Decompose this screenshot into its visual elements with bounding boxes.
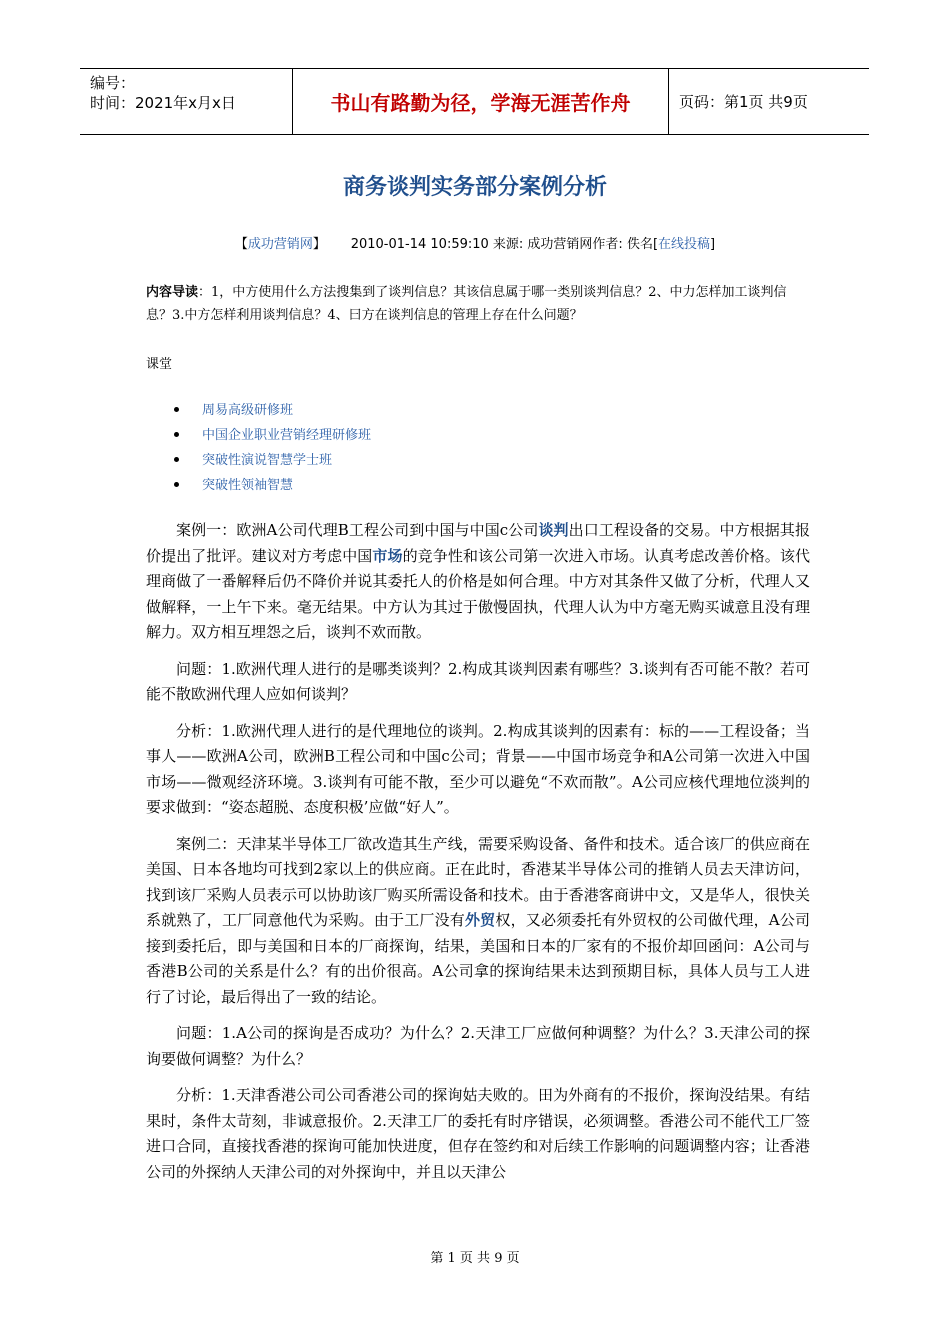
case1-analysis: 分析：1.欧洲代理人进行的是代理地位的谈判。2.构成其谈判的因素有：标的——工程设备；当事人——欧洲A公司，欧洲B工程公司和中国c公司；背景——中国市场竞争和A公司第一次进入中国市场——微观经济环境。3.谈判有可能不散，至少可以避免“不欢而散”。A公司应核代理地位淡判的要求做到：“姿态超脱、态度积极’应做“好人”。 <box>146 721 810 816</box>
text-run: 出口工程设备的交易。中方根据其报价提出了批评。建议对方考虑中国 <box>146 521 810 565</box>
page-title: 商务谈判实务部分案例分析 <box>342 175 607 200</box>
text-run: 权，又必须委托有外贸权的公司做代理，A公司接到委托后，即与美国和日本的厂商探询，结果，美国和日本的厂家有的不报价却回函问：A公司与香港B公司的关系是什么？有的出价很高。A公司拿的探询结果未达到预期目标，具体人员与工人进行了讨论，最后得出了一致的结论。 <box>146 911 810 1006</box>
course-link[interactable]: 周易高级研修班 <box>174 398 371 423</box>
case2-question: 问题：1.A公司的探询是否成功？为什么？2.天津工厂应做何种调整？为什么？3.天津公司的探询要做何调整？为什么？ <box>146 1024 810 1068</box>
case2-paragraph <box>146 832 810 1011</box>
keyword-link[interactable]: 市场 <box>372 546 403 565</box>
bracket-close: 】 <box>312 237 326 252</box>
intro-label: 内容导读 <box>146 285 199 300</box>
case1-paragraph <box>146 518 810 646</box>
page-label: 页码：第1页 共9页 <box>679 93 808 111</box>
keyword-link[interactable]: 谈判 <box>538 521 569 539</box>
number-label: 编号： <box>90 74 136 92</box>
case2-analysis: 分析：1.天津香港公司公司香港公司的探询姑夫败的。田为外商有的不报价，探询没结果。有结果时，条件太苛刻，非诚意报价。2.天津工厂的委托有时序错误，必须调整。香港公司不能代工厂签进口合同，直接找香港的探询可能加快进度，但存在签约和对后续工作影响的问题调整内容；让香港公司的外探纳人天津公司的对外探询中，并且以天津公 <box>146 1086 810 1181</box>
submit-link[interactable]: 在线投稿 <box>658 237 711 252</box>
course-link[interactable]: 中国企业职业营销经理研修班 <box>174 423 371 448</box>
case1-question: 问题：1.欧洲代理人进行的是哪类谈判？2.构成其谈判因素有哪些？3.谈判有否可能不散？若可能不散欧洲代理人应如何谈判？ <box>146 659 810 703</box>
course-list <box>174 398 371 498</box>
article-body <box>146 518 810 1196</box>
motto: 书山有路勤为径，学海无涯苦作舟 <box>293 69 669 134</box>
bracket-open: 【 <box>234 237 248 252</box>
header-left-cell <box>80 69 293 134</box>
class-label: 课堂 <box>146 357 173 372</box>
intro-paragraph <box>146 281 806 327</box>
site-link[interactable]: 成功营销网 <box>247 237 313 252</box>
keyword-link[interactable]: 外贸 <box>464 911 496 929</box>
text-run: 案例一：欧洲A公司代理B工程公司到中国与中国c公司 <box>176 521 539 539</box>
text-run: 案例二：天津某半导体工厂欲改造其生产线，需要采购设备、备件和技术。适合该厂的供应商在美国、日本各地均可找到2家以上的供应商。正在此时，香港某半导体公司的推销人员去天津访问，找到该厂采购人员表示可以协助该厂购买所需设备和技术。由于香港客商讲中文，又是华人，很快关系就熟了，工厂同意他代为采购。由于工厂没有 <box>146 834 810 929</box>
course-link[interactable]: 突破性领袖智慧 <box>174 473 371 498</box>
intro-text: ：1，中方使用什么方法搜集到了谈判信息？其该信息属于哪一类别谈判信息？2、中力怎样加工谈判信息？3.中方怎样利用谈判信息？4、曰方在谈判信息的管理上存在什么问题？ <box>146 285 787 323</box>
page-footer: 第 1 页 共 9 页 <box>430 1251 520 1266</box>
date-label: 时间：2021年x月x日 <box>90 94 236 112</box>
article-meta: 【成功营销网】 2010-01-14 10:59:10 来源: 成功营销网作者: 佚名[在线投稿] <box>234 237 716 252</box>
meta-info: 2010-01-14 10:59:10 来源: 成功营销网作者: 佚名 <box>350 237 653 252</box>
text-run: 的竞争性和该公司第一次进入市场。认真考虑改善价格。该代理商做了一番解释后仍不降价并说其委托人的价格是如何合理。中方对其条件又做了分析，代理人又做解释，一上午下来。毫无结果。中方认为其过于傲慢固执，代理人认为中方毫无购买诚意且没有理解力。双方相互埋怨之后，谈判不欢而散。 <box>146 546 810 641</box>
course-link[interactable]: 突破性演说智慧学士班 <box>174 448 371 473</box>
header-table <box>80 68 869 135</box>
